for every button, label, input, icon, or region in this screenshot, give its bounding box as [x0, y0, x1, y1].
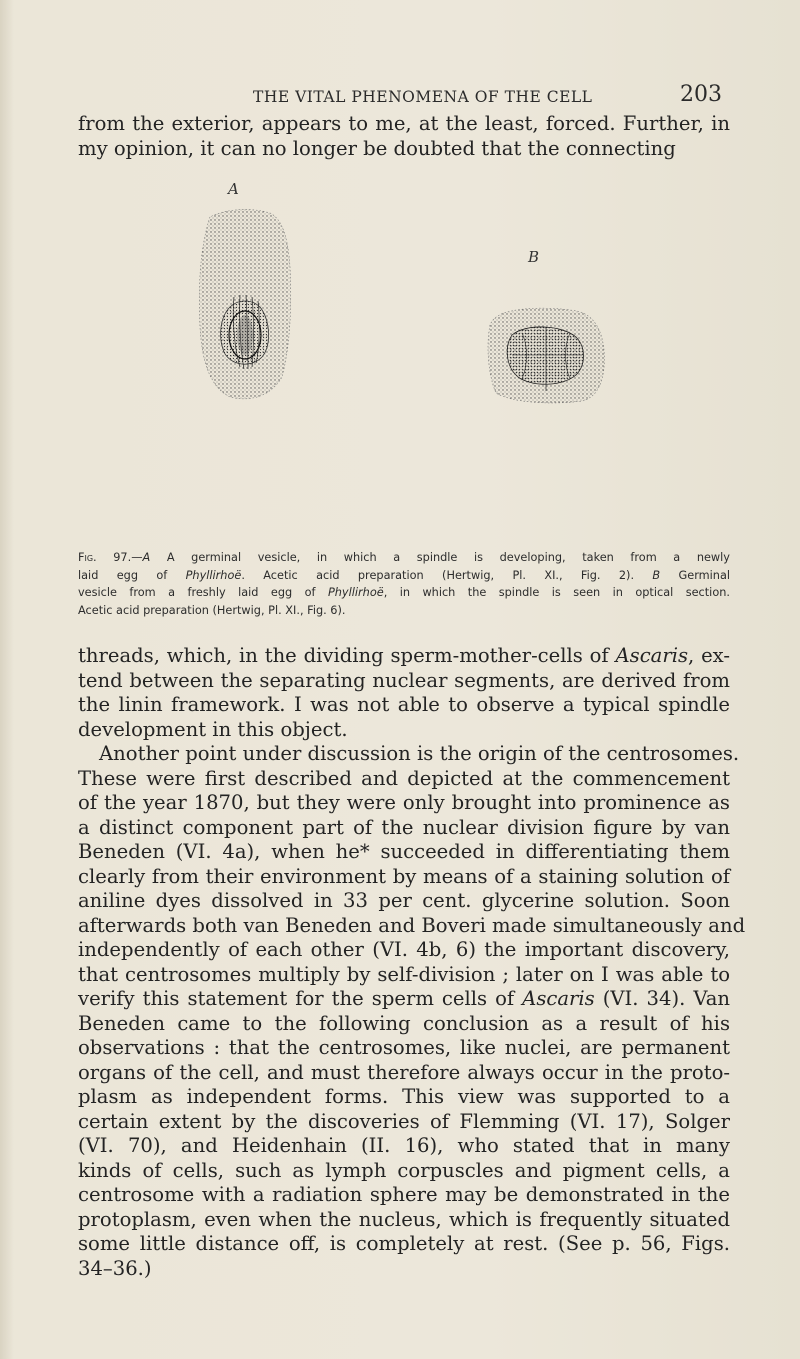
- text-line: some little distance off, is completely at rest. (See p. 56, Figs.: [78, 1232, 730, 1255]
- figure-caption: [78, 549, 730, 619]
- text-line: tend between the separating nuclear segments, are derived from: [78, 668, 730, 692]
- body-paragraph-1: [78, 644, 730, 742]
- text-line: my opinion, it can no longer be doubted that the connecting: [78, 136, 676, 160]
- text-line: centrosome with a radiation sphere may be demonstrated in the: [78, 1183, 730, 1206]
- text-line: 34–36.): [78, 1256, 152, 1280]
- body-paragraph-2: [78, 742, 746, 1281]
- text-line: Beneden (VI. 4a), when he* succeeded in differentiating them: [78, 840, 730, 863]
- page-number: 203: [680, 82, 722, 107]
- figure-number: Fig. 97.: [78, 551, 132, 564]
- text-line: observations : that the centrosomes, like nuclei, are permanent: [78, 1036, 730, 1059]
- text-line: Beneden came to the following conclusion as a result of his: [78, 1011, 730, 1035]
- text-line: independently of each other (VI. 4b, 6) the important discovery,: [78, 938, 730, 961]
- figure-label-a: A: [228, 180, 239, 198]
- figure-a-illustration: [190, 207, 300, 402]
- top-paragraph: [78, 112, 730, 161]
- text-line: certain extent by the discoveries of Flemming (VI. 17), Solger: [78, 1109, 730, 1133]
- text-line: protoplasm, even when the nucleus, which is frequently situated: [78, 1207, 730, 1231]
- caption-line: vesicle from a freshly laid egg of Phyllirhoë, in which the spindle is seen in optical section.: [78, 586, 730, 599]
- text-line: threads, which, in the dividing sperm-mother-cells of Ascaris, ex-: [78, 644, 730, 667]
- text-line: of the year 1870, but they were only brought into prominence as: [78, 791, 730, 814]
- caption-line: laid egg of Phyllirhoë. Acetic acid preparation (Hertwig, Pl. XI., Fig. 2). B Germinal: [78, 568, 731, 582]
- text-line: (VI. 70), and Heidenhain (II. 16), who stated that in many: [78, 1134, 730, 1157]
- text-line: development in this object.: [78, 717, 348, 741]
- text-line: the linin framework. I was not able to observe a typical spindle: [78, 693, 730, 716]
- text-line: These were first described and depicted at the commencement: [78, 766, 730, 790]
- text-line: that centrosomes multiply by self-division ; later on I was able to: [78, 962, 730, 986]
- text-line: clearly from their environment by means of a staining solution of: [78, 864, 730, 888]
- text-line: kinds of cells, such as lymph corpuscles and pigment cells, a: [78, 1158, 730, 1182]
- caption-line: Acetic acid preparation (Hertwig, Pl. XI., Fig. 6).: [78, 603, 346, 617]
- running-title: THE VITAL PHENOMENA OF THE CELL: [253, 88, 593, 106]
- text-line: a distinct component part of the nuclear division figure by van: [78, 815, 730, 839]
- text-line: aniline dyes dissolved in 33 per cent. glycerine solution. Soon: [78, 889, 730, 912]
- text-line: afterwards both van Beneden and Boveri made simultaneously and: [78, 913, 746, 937]
- text-line: from the exterior, appears to me, at the least, forced. Further, in: [78, 112, 730, 135]
- figure-label-b: B: [528, 248, 540, 266]
- text-line: verify this statement for the sperm cells of Ascaris (VI. 34). Van: [78, 987, 731, 1010]
- figure-b-illustration: [482, 305, 612, 405]
- caption-line: Fig. 97.—A A germinal vesicle, in which a spindle is developing, taken from a newly: [78, 551, 730, 564]
- text-line: Another point under discussion is the origin of the centrosomes.: [99, 742, 740, 765]
- text-line: plasm as independent forms. This view was supported to a: [78, 1085, 730, 1108]
- text-line: organs of the cell, and must therefore always occur in the proto-: [78, 1060, 730, 1084]
